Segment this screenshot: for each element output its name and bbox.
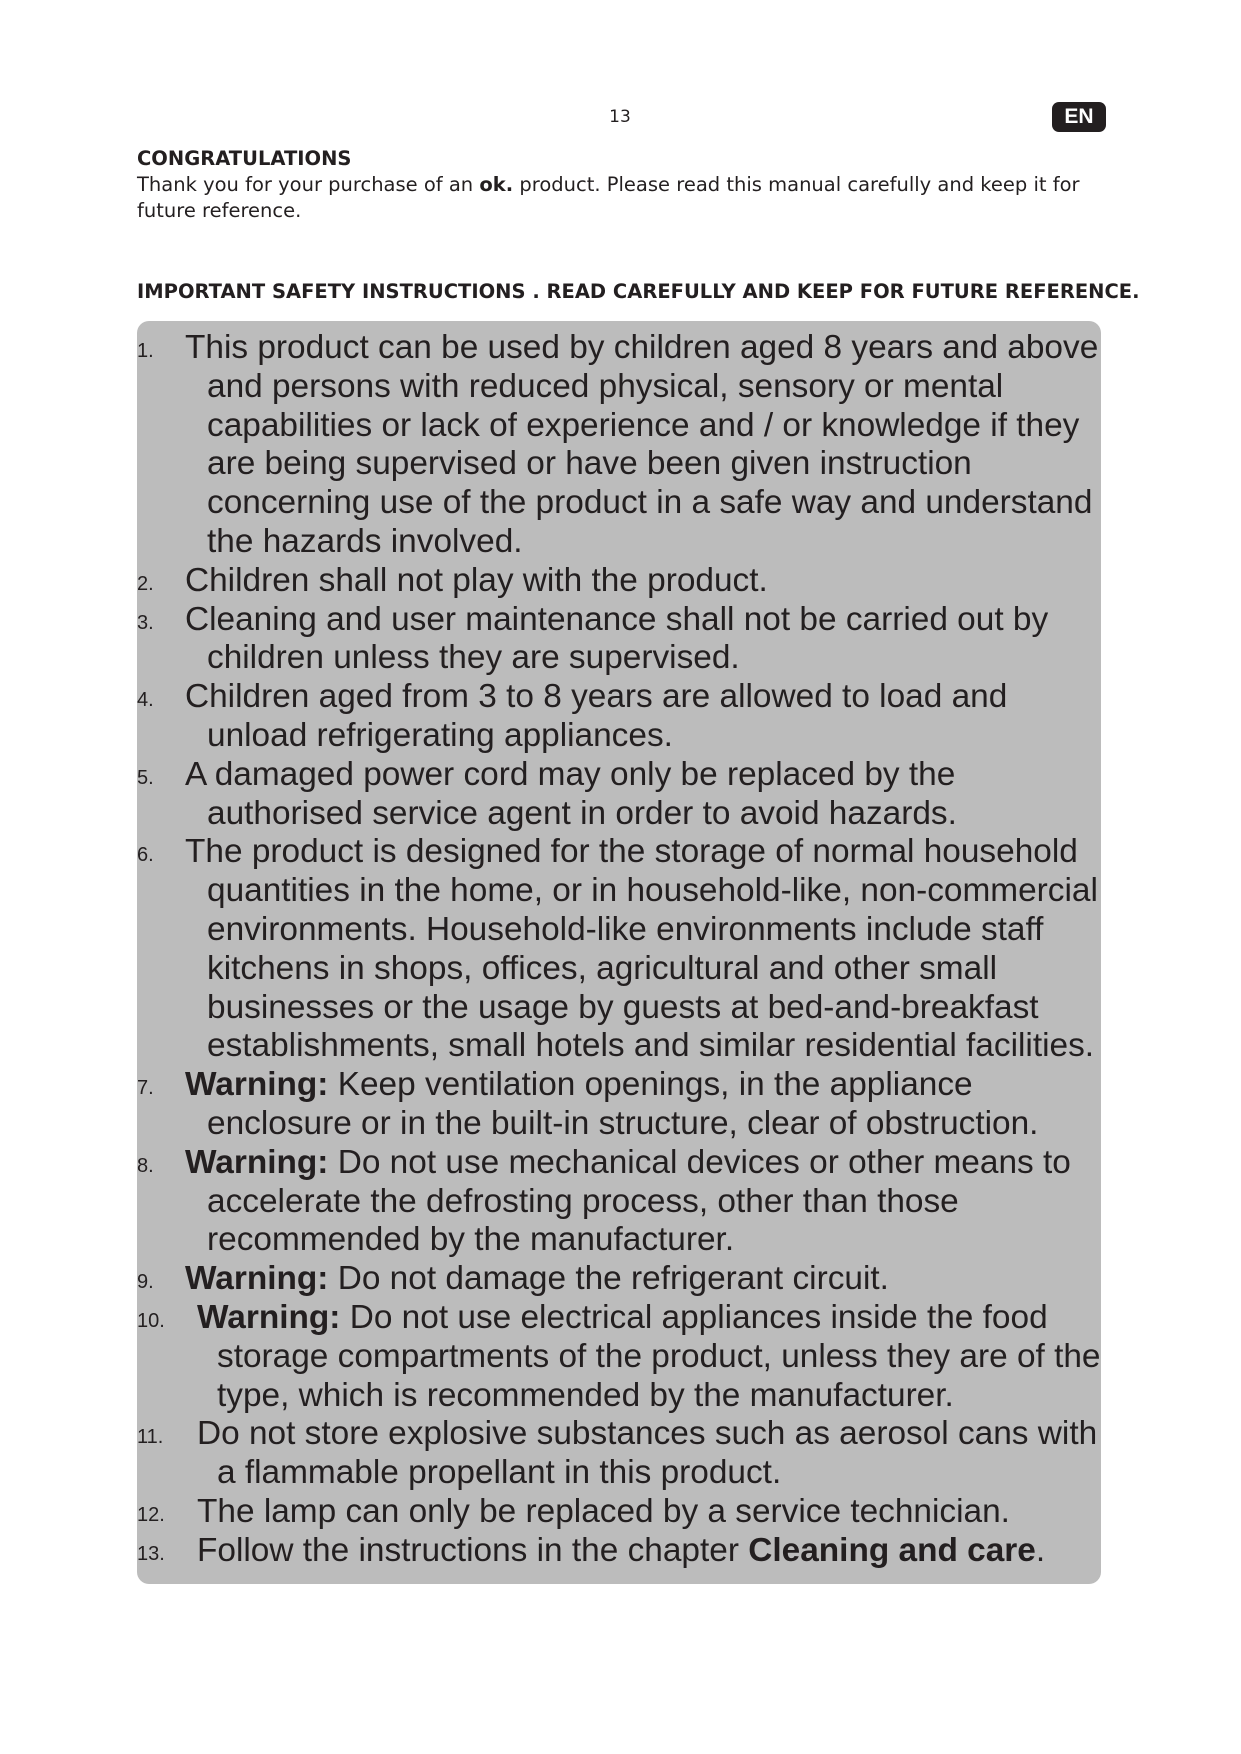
- warning-label: Warning:: [185, 1260, 329, 1298]
- item-text: Do not store explosive substances such as aerosol cans with a flammable propellant in this product.: [197, 1415, 1098, 1492]
- safety-heading: IMPORTANT SAFETY INSTRUCTIONS . READ CAREFULLY AND KEEP FOR FUTURE REFERENCE.: [137, 280, 1140, 303]
- safety-item: [137, 678, 1101, 756]
- item-body: [197, 1415, 1097, 1491]
- safety-item: [137, 833, 1101, 1066]
- item-text: Children shall not play with the product.: [185, 561, 768, 599]
- safety-item: [137, 1299, 1101, 1415]
- safety-item: [137, 601, 1101, 679]
- item-body: [185, 1066, 1038, 1142]
- safety-item: [137, 1260, 1101, 1299]
- item-body: [197, 1532, 1045, 1569]
- brand-name: ok.: [479, 173, 514, 196]
- safety-list: [137, 329, 1101, 1571]
- page-number: 13: [609, 107, 631, 127]
- item-body: [185, 1144, 1071, 1259]
- item-number: 1.: [137, 340, 154, 362]
- item-text: Follow the instructions in the chapter: [197, 1531, 749, 1569]
- item-body: [185, 601, 1048, 677]
- intro-text: [137, 172, 1107, 224]
- warning-label: Warning:: [185, 1143, 329, 1181]
- item-number: 4.: [137, 689, 154, 712]
- chapter-reference: Cleaning and care: [748, 1531, 1036, 1569]
- safety-item: [137, 756, 1101, 834]
- item-body: [185, 756, 957, 832]
- warning-label: Warning:: [197, 1298, 341, 1336]
- safety-item: [137, 329, 1101, 562]
- safety-item: [137, 1415, 1101, 1493]
- item-body: [185, 678, 1007, 754]
- item-number: 3.: [137, 611, 154, 634]
- item-body: [197, 1299, 1100, 1414]
- item-number: 7.: [137, 1077, 154, 1100]
- item-body: [185, 1260, 889, 1297]
- item-text: Children aged from 3 to 8 years are allowed to load and unload refrigerating appliances.: [185, 678, 1008, 754]
- item-number: 9.: [137, 1271, 154, 1294]
- item-text: This product can be used by children aged 8 years and above and persons with reduced physical, sensory or mental capabilities or lack of experience and / or knowledge if they are being supervised or have been given instruction concerning use of the product in a safe way and understand the hazards involved.: [185, 329, 1099, 560]
- safety-item: [137, 1066, 1101, 1144]
- item-body: [185, 562, 768, 599]
- item-text: The lamp can only be replaced by a service technician.: [197, 1492, 1010, 1530]
- item-text: Cleaning and user maintenance shall not be carried out by children unless they are supervised.: [185, 600, 1049, 677]
- intro-title: CONGRATULATIONS: [137, 147, 352, 170]
- item-text: Do not use mechanical devices or other means to accelerate the defrosting process, other than those recommended by the manufacturer.: [207, 1143, 1071, 1259]
- item-number: 11.: [137, 1426, 164, 1449]
- item-suffix: .: [1035, 1531, 1046, 1569]
- safety-item: [137, 562, 1101, 601]
- item-text: The product is designed for the storage of normal household quantities in the home, or in household-like, non-commercial environments. Household-like environments include staff kitchens in shops, offices, agricultural and other small businesses or the usage by guests at bed-and-breakfast establishments, small hotels and similar residential facilities.: [185, 833, 1098, 1065]
- item-number: 6.: [137, 844, 154, 867]
- safety-instructions-box: [137, 321, 1101, 1584]
- language-badge: EN: [1052, 102, 1106, 132]
- item-body: [185, 329, 1098, 560]
- item-number: 10.: [137, 1309, 165, 1332]
- item-number: 5.: [137, 766, 154, 789]
- item-number: 13.: [137, 1542, 165, 1565]
- item-body: [185, 833, 1098, 1064]
- warning-label: Warning:: [185, 1066, 329, 1104]
- safety-item: [137, 1144, 1101, 1260]
- item-text: Do not damage the refrigerant circuit.: [328, 1260, 889, 1298]
- intro-text-before-brand: Thank you for your purchase of an: [137, 173, 480, 196]
- intro-section: [137, 146, 1107, 224]
- item-number: 8.: [137, 1154, 154, 1177]
- intro-text-after-brand: product. Please read this manual carefully and keep it for future reference.: [137, 173, 1080, 222]
- item-text: Keep ventilation openings, in the appliance enclosure or in the built-in structure, clear of obstruction.: [207, 1066, 1039, 1142]
- item-number: 2.: [137, 572, 154, 595]
- safety-item: [137, 1532, 1101, 1571]
- item-text: A damaged power cord may only be replaced by the authorised service agent in order to avoid hazards.: [185, 755, 957, 832]
- safety-item: [137, 1493, 1101, 1532]
- item-body: [197, 1493, 1010, 1530]
- item-text: Do not use electrical appliances inside the food storage compartments of the product, unless they are of the type, which is recommended by the manufacturer.: [217, 1298, 1101, 1414]
- item-number: 12.: [137, 1503, 165, 1526]
